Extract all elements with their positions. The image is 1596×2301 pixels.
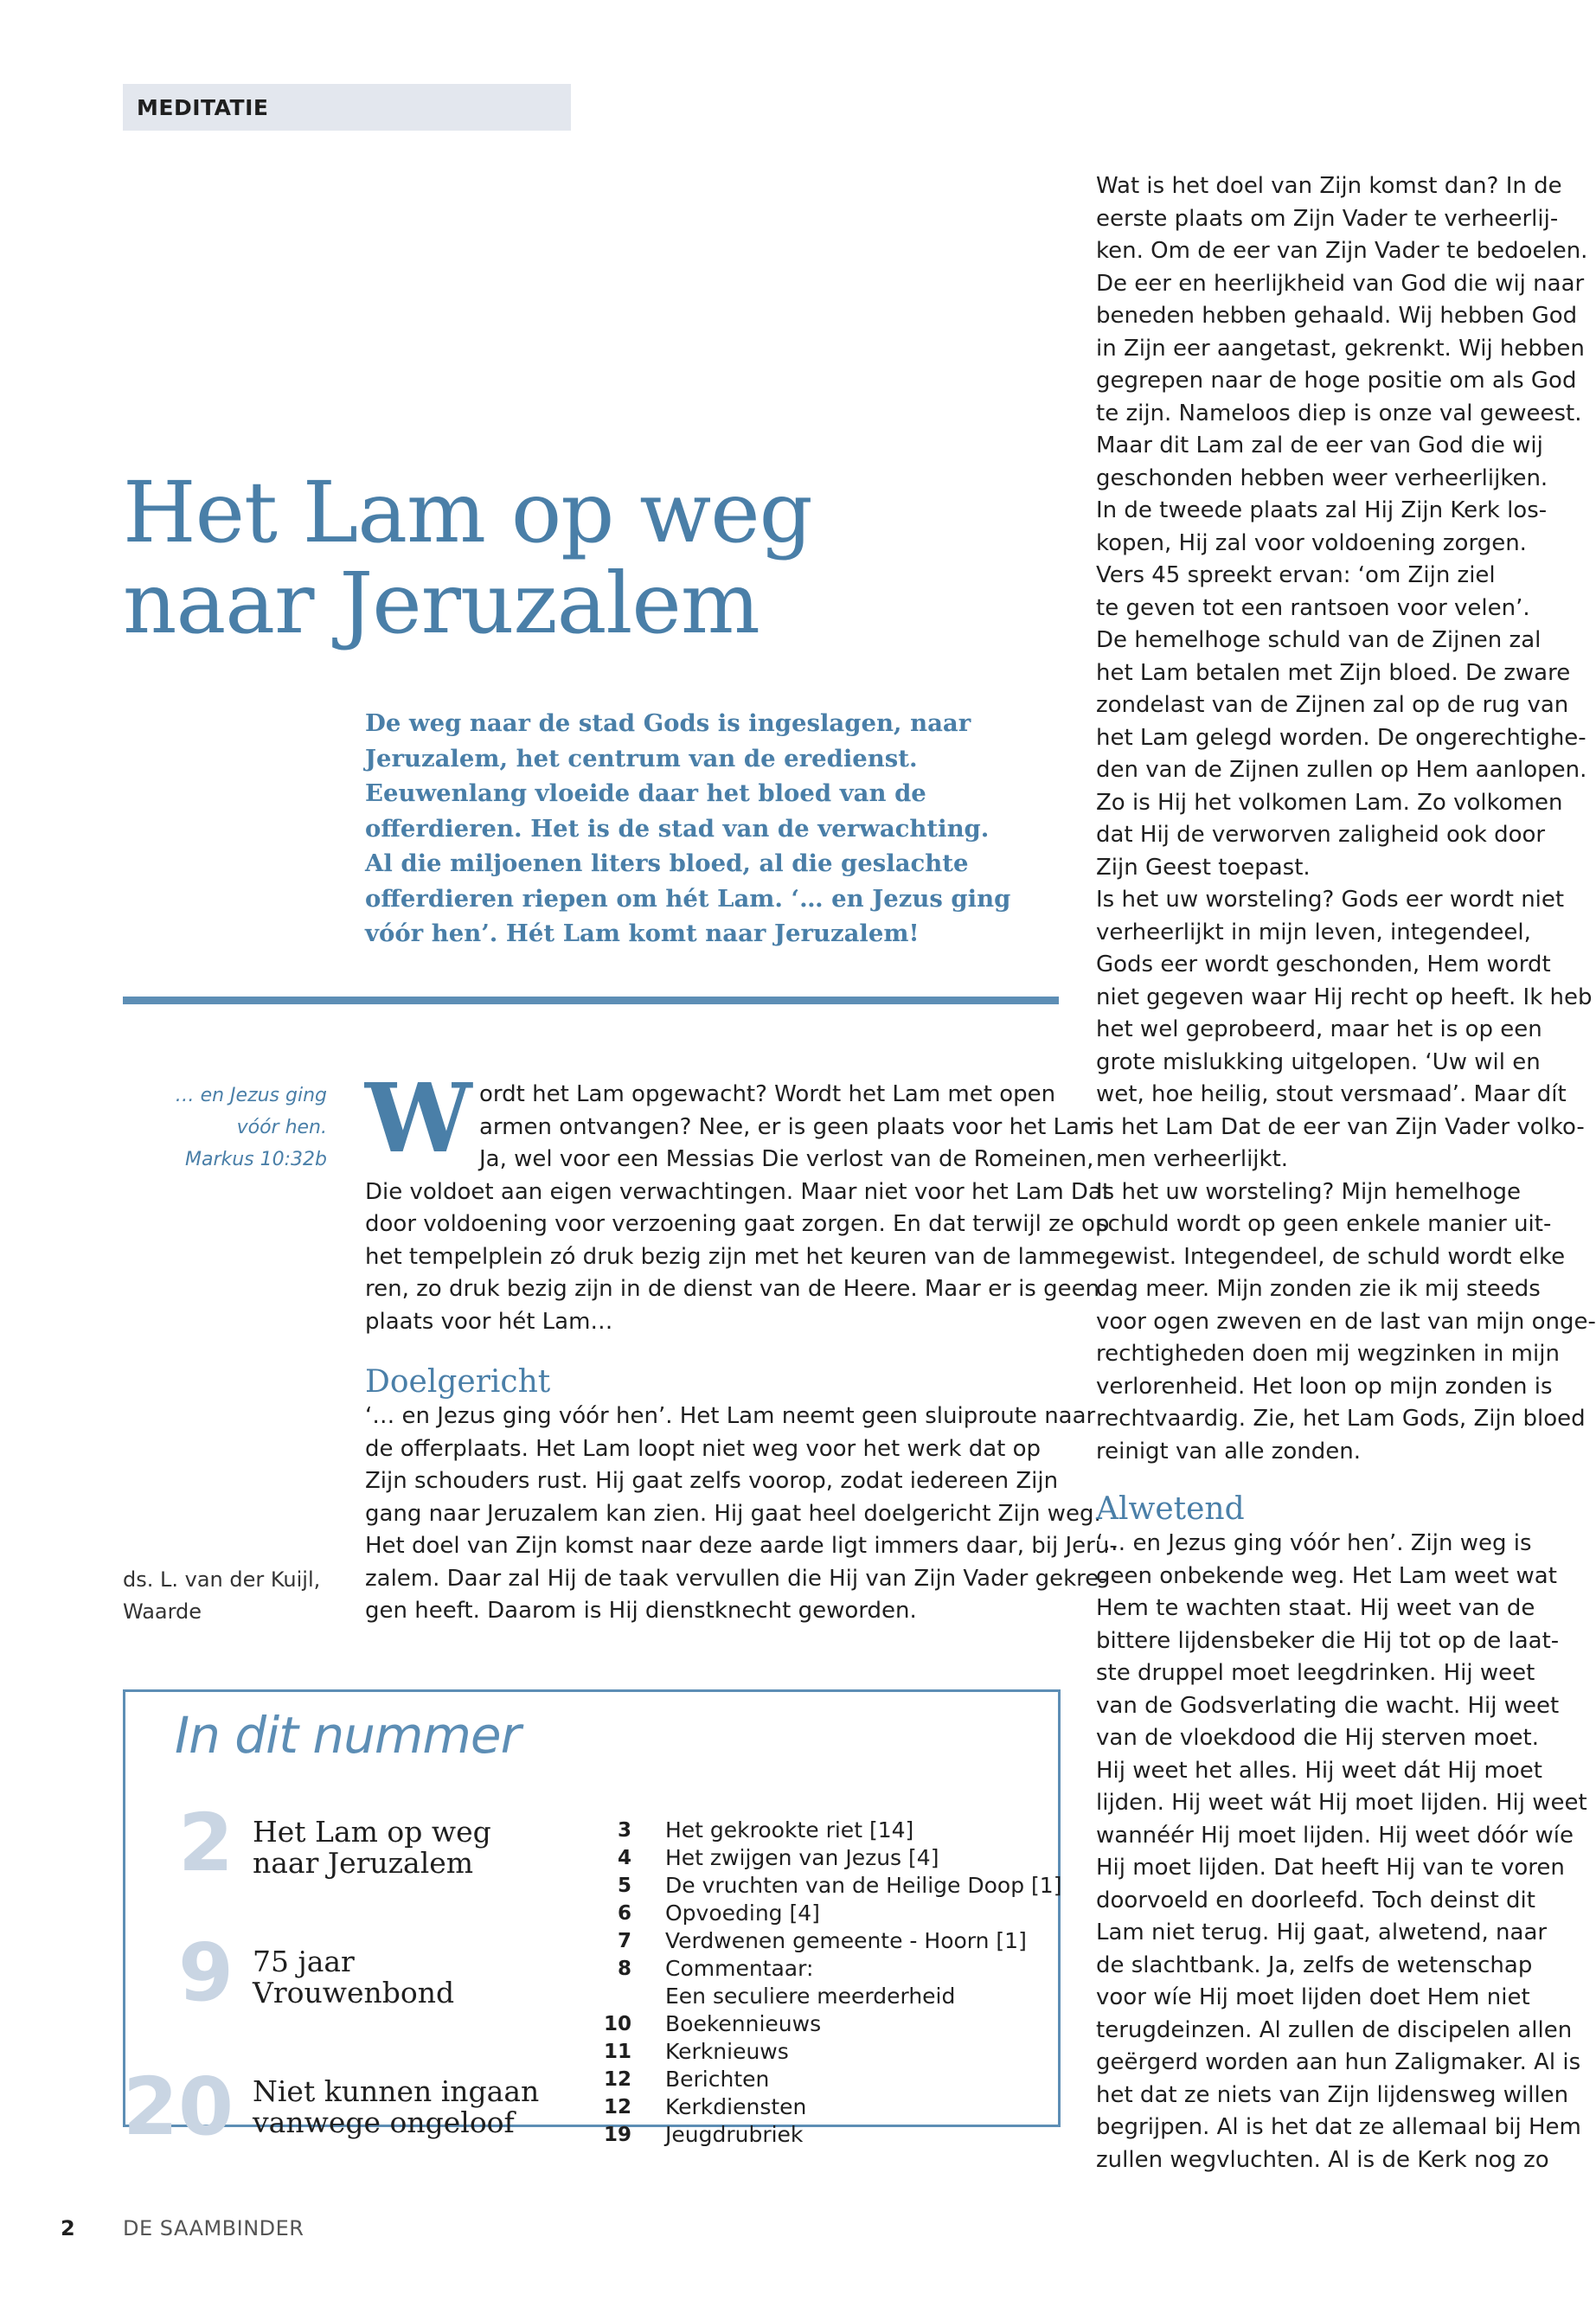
body-line: De eer en heerlijkheid van God die wij naar [1096, 270, 1585, 297]
toc-feature-number: 2 [177, 1797, 234, 1889]
body-line: ‘… en Jezus ging vóór hen’. Het Lam neemt geen sluiproute naar [365, 1403, 1096, 1429]
body-line: Zijn schouders rust. Hij gaat zelfs voorop, zodat iedereen Zijn [365, 1468, 1059, 1494]
body-line: schuld wordt op geen enkele manier uit- [1096, 1211, 1552, 1237]
intro-paragraph [365, 1062, 1112, 1338]
drop-cap: W [365, 1062, 472, 1174]
body-line: ren, zo druk bezig zijn in de dienst van de Heere. Maar er is geen [365, 1276, 1100, 1302]
lead-line: offerdieren. Het is de stad van de verwachting. [365, 814, 990, 843]
author-name: ds. L. van der Kuijl, [123, 1567, 321, 1592]
body-line: wannéér Hij moet lijden. Hij weet dóór wíe [1096, 1822, 1574, 1849]
toc-page: 7 [617, 1930, 631, 1952]
body-line: ken. Om de eer van Zijn Vader te bedoelen. [1096, 238, 1588, 264]
body-line: gegrepen naar de hoge positie om als God [1096, 368, 1577, 394]
body-line: Hij moet lijden. Dat heeft Hij van te voren [1096, 1855, 1565, 1881]
article-title [123, 464, 1031, 652]
body-line: men verheerlijkt. [1096, 1146, 1289, 1172]
body-line: de slachtbank. Ja, zelfs de wetenschap [1096, 1952, 1533, 1978]
body-line: dag meer. Mijn zonden zie ik mij steeds [1096, 1276, 1541, 1302]
body-line: het tempelplein zó druk bezig zijn met het keuren van de lamme- [365, 1243, 1104, 1270]
lead-line: vóór hen’. Hét Lam komt naar Jeruzalem! [365, 920, 920, 947]
body-line: door voldoening voor verzoening gaat zorgen. En dat terwijl ze op [365, 1211, 1110, 1237]
toc-feature-line: Vrouwenbond [253, 1976, 455, 2009]
toc-feature-number: 20 [122, 2061, 234, 2153]
doelgericht-paragraph [365, 1400, 1118, 1628]
toc-page: 3 [617, 1819, 631, 1842]
lead-line: Eeuwenlang vloeide daar het bloed van de [365, 779, 926, 807]
toc-feature-line: vanwege ongeloof [253, 2106, 515, 2139]
body-line: gewist. Integendeel, de schuld wordt elke [1096, 1243, 1566, 1270]
right-column-text [1096, 170, 1596, 1468]
body-line: niet gegeven waar Hij recht op heeft. Ik heb [1096, 984, 1593, 1010]
body-line: voor wíe Hij moet lijden doet Hem niet [1096, 1984, 1530, 2010]
toc-feature-line: 75 jaar [253, 1945, 355, 1978]
body-line: Zo is Hij het volkomen Lam. Zo volkomen [1096, 789, 1563, 816]
toc-item-title: Het zwijgen van Jezus [4] [665, 1845, 939, 1870]
body-line: Zijn Geest toepast. [1096, 854, 1311, 881]
body-line: begrijpen. Al is het dat ze allemaal bij Hem [1096, 2114, 1581, 2140]
toc-page: 12 [603, 2068, 631, 2091]
body-line: geschonden hebben weer verheerlijken. [1096, 465, 1548, 491]
scripture-quote [123, 1080, 327, 1176]
body-line: geërgerd worden aan hun Zaligmaker. Al is [1096, 2049, 1581, 2075]
body-line: dat Hij de verworven zaligheid ook door [1096, 822, 1546, 848]
body-line: het Lam betalen met Zijn bloed. De zware [1096, 659, 1571, 686]
toc-page: 12 [603, 2096, 631, 2118]
toc-item-title: Een seculiere meerderheid [665, 1984, 956, 2009]
quote-reference: Markus 10:32b [184, 1149, 327, 1170]
toc-item-title: De vruchten van de Heilige Doop [1] [665, 1873, 1062, 1898]
body-line: In de tweede plaats zal Hij Zijn Kerk los- [1096, 497, 1548, 523]
title-line: Het Lam op weg [123, 464, 812, 561]
body-line: van de Godsverlating die wacht. Hij weet [1096, 1692, 1560, 1719]
body-line: Lam niet terug. Hij gaat, alwetend, naar [1096, 1920, 1548, 1945]
toc-page: 11 [603, 2041, 631, 2063]
magazine-name: DE SAAMBINDER [123, 2216, 304, 2240]
body-line: het dat ze niets van Zijn lijdensweg willen [1096, 2081, 1569, 2108]
toc-page: 5 [617, 1875, 631, 1897]
body-line: kopen, Hij zal voor voldoening zorgen. [1096, 529, 1527, 556]
body-line: Is het uw worsteling? Gods eer wordt niet [1096, 887, 1565, 913]
lead-line: Al die miljoenen liters bloed, al die geslachte [365, 849, 969, 877]
body-line: rechtigheden doen mij wegzinken in mijn [1096, 1341, 1560, 1367]
body-line: den van de Zijnen zullen op Hem aanlopen. [1096, 757, 1587, 783]
body-line: het wel geprobeerd, maar het is op een [1096, 1016, 1542, 1042]
body-line: gen heeft. Daarom is Hij dienstknecht geworden. [365, 1598, 917, 1624]
body-line: ste druppel moet leegdrinken. Hij weet [1096, 1660, 1535, 1686]
body-line: reinigt van alle zonden. [1096, 1438, 1361, 1465]
toc-feature-line: naar Jeruzalem [253, 1846, 474, 1880]
section-label-bar [123, 84, 571, 131]
body-line: grote mislukking uitgelopen. ‘Uw wil en [1096, 1048, 1541, 1075]
body-line: Wat is het doel van Zijn komst dan? In de [1096, 173, 1562, 199]
quote-line: vóór hen. [236, 1117, 327, 1138]
body-line: verheerlijkt in mijn leven, integendeel, [1096, 919, 1531, 945]
body-line: ordt het Lam opgewacht? Wordt het Lam met open [479, 1081, 1056, 1107]
body-line: doorvoeld en doorleefd. Toch deinst dit [1096, 1887, 1535, 1913]
toc-feature-line: Het Lam op weg [253, 1815, 491, 1849]
divider-rule [123, 997, 1059, 1004]
toc-page: 4 [617, 1847, 631, 1869]
body-line: Hij weet het alles. Hij weet dát Hij moet [1096, 1757, 1542, 1784]
toc-feature-title[interactable] [253, 1946, 454, 2009]
body-line: eerste plaats om Zijn Vader te verheerlij- [1096, 205, 1559, 232]
body-line: Ja, wel voor een Messias Die verlost van de Romeinen, [479, 1146, 1094, 1172]
toc-page: 10 [603, 2013, 631, 2035]
body-line: geen onbekende weg. Het Lam weet wat [1096, 1562, 1557, 1589]
body-line: de offerplaats. Het Lam loopt niet weg voor het werk dat op [365, 1435, 1042, 1462]
body-line: is het Lam Dat de eer van Zijn Vader volko- [1096, 1113, 1585, 1140]
body-line: Die voldoet aan eigen verwachtingen. Maar niet voor het Lam Dat [365, 1178, 1112, 1205]
page-number: 2 [61, 2216, 75, 2240]
body-line: het Lam gelegd worden. De ongerechtighe- [1096, 724, 1586, 751]
toc-feature-number: 9 [177, 1926, 234, 2019]
toc-item-title: Boekennieuws [665, 2011, 822, 2036]
body-line: Het doel van Zijn komst naar deze aarde ligt immers daar, bij Jeru- [365, 1533, 1118, 1559]
author-place: Waarde [123, 1599, 202, 1624]
body-line: in Zijn eer aangetast, gekrenkt. Wij hebben [1096, 335, 1585, 362]
toc-page: 6 [617, 1902, 631, 1925]
toc-item-title: Jeugdrubriek [665, 2122, 804, 2147]
quote-line: … en Jezus ging [175, 1085, 327, 1106]
toc-feature-title[interactable] [253, 2076, 539, 2138]
toc-item-title: Verdwenen gemeente - Hoorn [1] [665, 1928, 1027, 1953]
body-line: Gods eer wordt geschonden, Hem wordt [1096, 952, 1551, 977]
lead-line: Jeruzalem, het centrum van de eredienst. [365, 744, 918, 772]
body-line: wet, hoe heilig, stout versmaad’. Maar dít [1096, 1081, 1567, 1107]
body-line: beneden hebben gehaald. Wij hebben God [1096, 303, 1578, 329]
section-label: MEDITATIE [137, 95, 269, 120]
toc-item-title: Berichten [665, 2067, 770, 2092]
body-line: verlorenheid. Het loon op mijn zonden is [1096, 1373, 1553, 1400]
toc-item-title: Commentaar: [665, 1956, 814, 1981]
body-line: voor ogen zweven en de last van mijn onge- [1096, 1308, 1596, 1335]
body-line: ‘… en Jezus ging vóór hen’. Zijn weg is [1096, 1530, 1532, 1556]
body-line: rechtvaardig. Zie, het Lam Gods, Zijn bloed [1096, 1406, 1586, 1432]
body-line: plaats voor hét Lam… [365, 1308, 613, 1335]
body-line: terugdeinzen. Al zullen de discipelen allen [1096, 2016, 1573, 2043]
toc-item-title: Opvoeding [4] [665, 1900, 820, 1926]
toc-feature-title[interactable] [253, 1817, 491, 1879]
body-line: armen ontvangen? Nee, er is geen plaats voor het Lam. [479, 1113, 1109, 1140]
body-line: Vers 45 spreekt ervan: ‘om Zijn ziel [1096, 562, 1496, 588]
body-line: gang naar Jeruzalem kan zien. Hij gaat heel doelgericht Zijn weg. [365, 1500, 1101, 1527]
body-line: Is het uw worsteling? Mijn hemelhoge [1096, 1178, 1522, 1205]
toc-page: 8 [617, 1958, 631, 1980]
toc-feature-line: Niet kunnen ingaan [253, 2074, 540, 2108]
body-line: van de vloekdood die Hij sterven moet. [1096, 1725, 1539, 1751]
body-line: Maar dit Lam zal de eer van God die wij [1096, 433, 1543, 458]
lead-line: De weg naar de stad Gods is ingeslagen, naar [365, 709, 971, 737]
body-line: Hem te wachten staat. Hij weet van de [1096, 1595, 1535, 1621]
author-byline [123, 1564, 348, 1628]
body-line: zalem. Daar zal Hij de taak vervullen die Hij van Zijn Vader gekre- [365, 1565, 1107, 1592]
lead-line: offerdieren riepen om hét Lam. ‘… en Jezus ging [365, 884, 1011, 913]
body-line: zondelast van de Zijnen zal op de rug van [1096, 692, 1569, 718]
body-line: lijden. Hij weet wát Hij moet lijden. Hij weet [1096, 1790, 1587, 1816]
toc-item-title: Kerkdiensten [665, 2094, 807, 2119]
body-line: zullen wegvluchten. Al is de Kerk nog zo [1096, 2146, 1549, 2173]
body-line: De hemelhoge schuld van de Zijnen zal [1096, 627, 1542, 653]
lead-paragraph [365, 706, 1022, 952]
toc-item-title: Kerknieuws [665, 2039, 789, 2064]
title-line: naar Jeruzalem [123, 554, 760, 652]
toc-item-title: Het gekrookte riet [14] [665, 1817, 914, 1843]
alwetend-paragraph [1096, 1528, 1587, 2176]
body-line: bittere lijdensbeker die Hij tot op de laat- [1096, 1627, 1560, 1654]
toc-page: 19 [603, 2124, 631, 2146]
body-line: te geven tot een rantsoen voor velen’. [1096, 594, 1530, 621]
subheading-doelgericht: Doelgericht [365, 1364, 551, 1400]
body-line: te zijn. Nameloos diep is onze val geweest. [1096, 400, 1582, 426]
toc-title: In dit nummer [175, 1706, 521, 1765]
subheading-alwetend: Alwetend [1096, 1491, 1245, 1527]
